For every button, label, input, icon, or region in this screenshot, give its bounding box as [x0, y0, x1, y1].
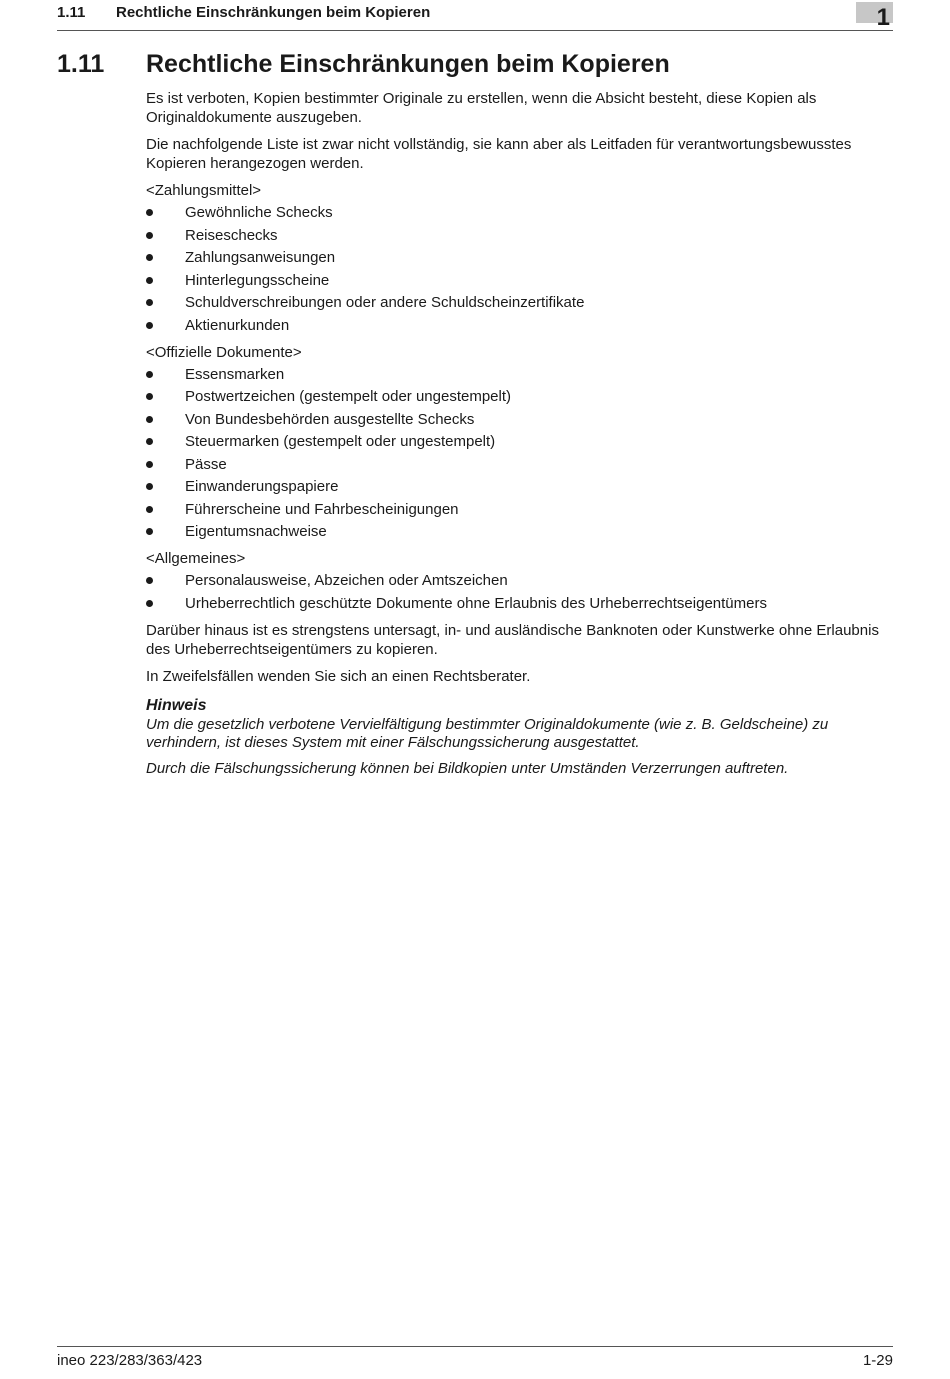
- list-item: [146, 226, 891, 245]
- list-item-text: Eigentumsnachweise: [185, 523, 327, 540]
- list-item-text: Zahlungsanweisungen: [185, 249, 336, 266]
- bullet-icon: [146, 528, 153, 535]
- heading-number: 1.11: [57, 50, 105, 78]
- bullet-icon: [146, 277, 153, 284]
- bullet-icon: [146, 371, 153, 378]
- group-label: <Allgemeines>: [146, 550, 246, 567]
- chapter-tab: [856, 2, 893, 31]
- list-item: [146, 293, 891, 312]
- bullet-icon: [146, 416, 153, 423]
- bullet-icon: [146, 299, 153, 306]
- list-item-text: Einwanderungspapiere: [185, 478, 339, 495]
- list-item-text: Von Bundesbehörden ausgestellte Schecks: [185, 410, 475, 428]
- list-item-text: Aktienurkunden: [185, 316, 290, 334]
- bullet-icon: [146, 461, 153, 468]
- list-item: [146, 477, 891, 496]
- bullet-icon: [146, 506, 153, 513]
- bullet-list: [146, 365, 891, 542]
- list-item-text: Reiseschecks: [185, 226, 278, 244]
- bullet-icon: [146, 600, 153, 607]
- intro-paragraph: Es ist verboten, Kopien bestimmter Originale zu erstellen, wenn die Absicht besteht, diese Kopien als Originaldokumente auszugeben.: [146, 90, 817, 126]
- list-item: [146, 522, 891, 541]
- note-text-2: Durch die Fälschungssicherung können bei Bildkopien unter Umständen Verzerrungen auftreten.: [146, 759, 789, 777]
- list-item: [146, 594, 891, 613]
- running-header: [57, 0, 893, 31]
- bullet-icon: [146, 209, 153, 216]
- list-item: [146, 387, 891, 406]
- list-item: [146, 271, 891, 290]
- bullet-list: [146, 571, 891, 613]
- bullet-icon: [146, 393, 153, 400]
- bullet-icon: [146, 483, 153, 490]
- list-item: [146, 248, 891, 267]
- bullet-icon: [146, 438, 153, 445]
- main-content: [146, 89, 891, 786]
- list-item-text: Essensmarken: [185, 365, 285, 383]
- list-item: [146, 203, 891, 222]
- header-section-title: Rechtliche Einschränkungen beim Kopieren: [116, 4, 431, 21]
- list-item: [146, 365, 891, 384]
- header-section-number: 1.11: [57, 4, 86, 21]
- list-item: [146, 432, 891, 451]
- list-item: [146, 571, 891, 590]
- page-footer: [57, 1346, 893, 1377]
- list-item-text: Urheberrechtlich geschützte Dokumente ohne Erlaubnis des Urheberrechtseigentümers: [185, 594, 767, 612]
- advice-paragraph: In Zweifelsfällen wenden Sie sich an einen Rechtsberater.: [146, 667, 531, 685]
- guideline-paragraph: Die nachfolgende Liste ist zwar nicht vollständig, sie kann aber als Leitfaden für verantwortungsbewusstes Kopieren herangezogen werden.: [146, 136, 852, 172]
- list-item: [146, 500, 891, 519]
- note-text-1: Um die gesetzlich verbotene Vervielfältigung bestimmter Originaldokumente (wie z. B. Geldscheine) zu verhindern, ist dieses System mit einer Fälschungssicherung ausgestattet.: [146, 715, 829, 751]
- bullet-icon: [146, 322, 153, 329]
- list-item-text: Postwertzeichen (gestempelt oder ungestempelt): [185, 388, 512, 405]
- group-label: <Zahlungsmittel>: [146, 182, 262, 199]
- list-item: [146, 410, 891, 429]
- banknotes-paragraph: Darüber hinaus ist es strengstens untersagt, in- und ausländische Banknoten oder Kunstwerke ohne Erlaubnis des Urheberrechtseigentümers zu kopieren.: [146, 621, 879, 658]
- footer-page-number: 1-29: [862, 1352, 893, 1369]
- bullet-icon: [146, 577, 153, 584]
- chapter-number: 1: [876, 4, 890, 31]
- footer-product: ineo 223/283/363/423: [57, 1352, 203, 1369]
- bullet-list: [146, 203, 891, 335]
- bullet-icon: [146, 232, 153, 239]
- heading-title: Rechtliche Einschränkungen beim Kopieren: [146, 50, 670, 78]
- list-item-text: Personalausweise, Abzeichen oder Amtszeichen: [185, 572, 508, 589]
- restriction-groups: [146, 181, 891, 613]
- note-title: Hinweis: [146, 696, 207, 714]
- list-item-text: Pässe: [185, 455, 227, 473]
- group-label: <Offizielle Dokumente>: [146, 343, 302, 361]
- list-item-text: Gewöhnliche Schecks: [185, 204, 333, 221]
- list-item-text: Steuermarken (gestempelt oder ungestempelt): [185, 433, 496, 450]
- list-item: [146, 455, 891, 474]
- list-item-text: Führerscheine und Fahrbescheinigungen: [185, 500, 459, 518]
- list-item-text: Hinterlegungsscheine: [185, 271, 330, 289]
- bullet-icon: [146, 254, 153, 261]
- list-item-text: Schuldverschreibungen oder andere Schuldscheinzertifikate: [185, 294, 585, 311]
- list-item: [146, 316, 891, 335]
